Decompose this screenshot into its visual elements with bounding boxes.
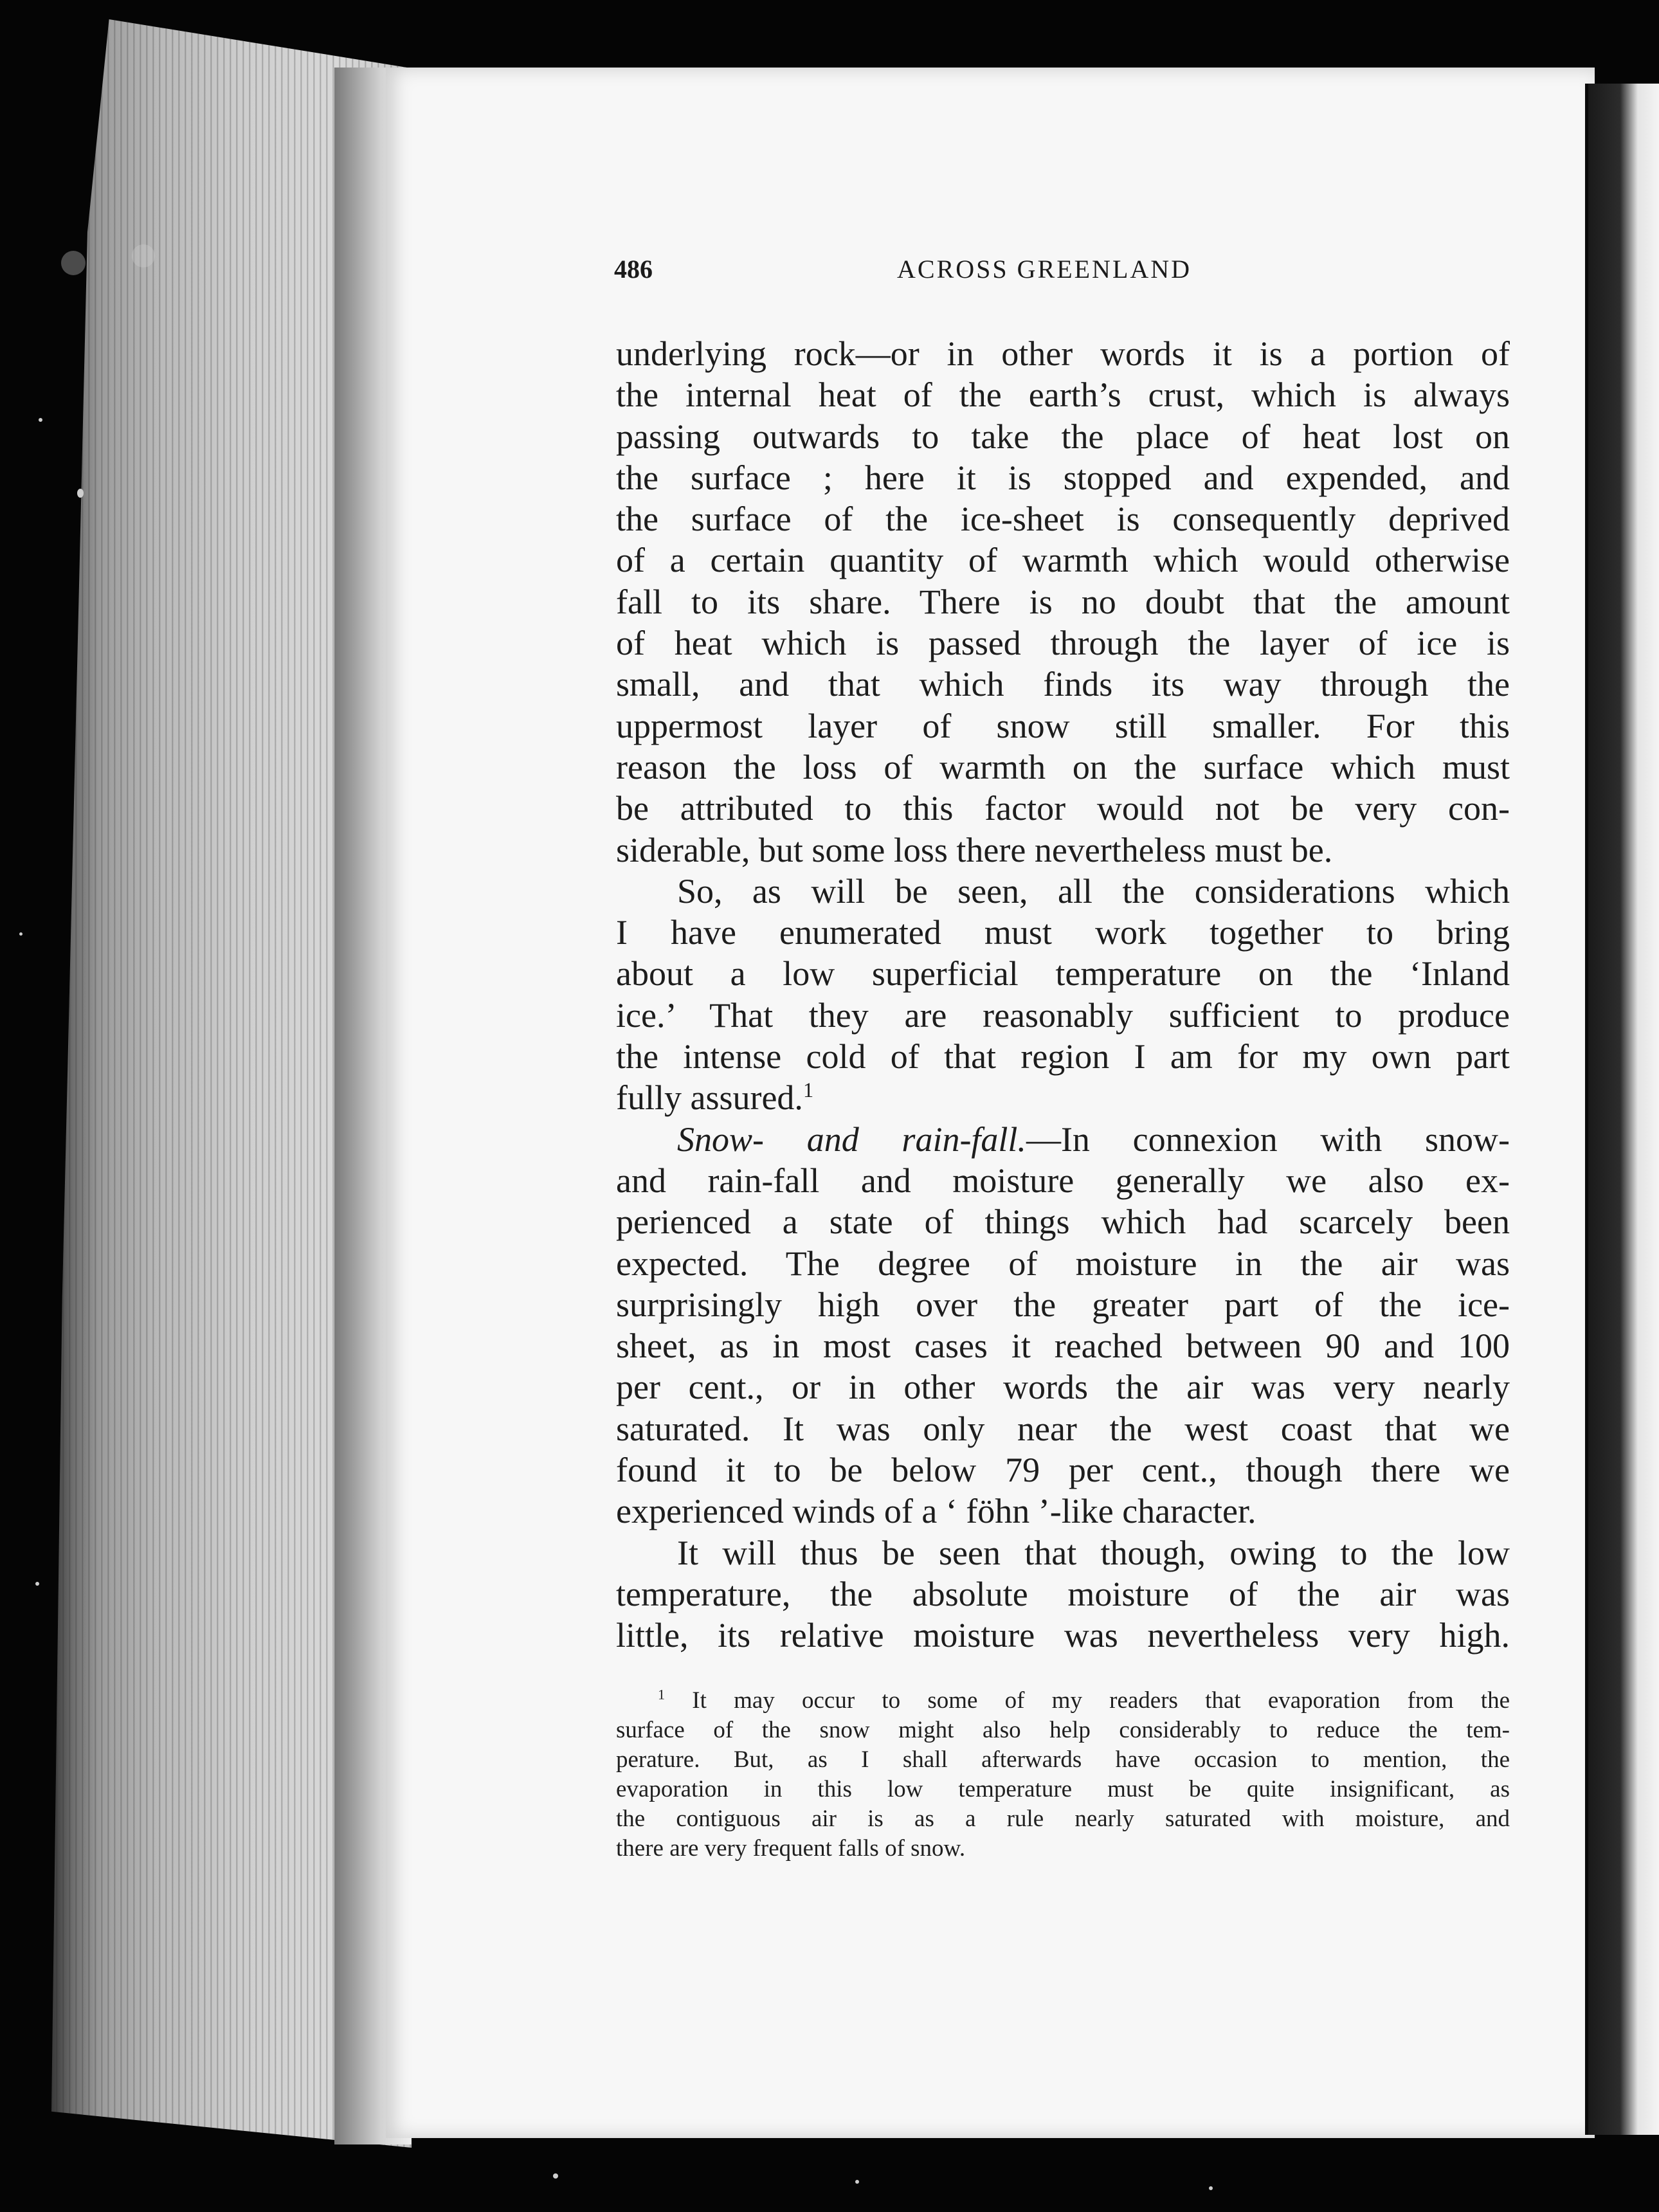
footnote-line: evaporation in this low temperature must be quite insignificant, as xyxy=(616,1776,1510,1802)
text-line: experienced winds of a ‘ föhn ’-like character. xyxy=(616,1492,1256,1531)
text-line: expected. The degree of moisture in the air was xyxy=(616,1244,1510,1283)
page-header xyxy=(614,254,1514,299)
background-speck xyxy=(19,932,23,936)
text-line: the surface of the ice-sheet is consequently deprived xyxy=(616,500,1510,539)
background-speck xyxy=(39,418,42,422)
page-number: 486 xyxy=(614,255,653,284)
body-text xyxy=(616,333,1510,1656)
text-line: saturated. It was only near the west coast that we xyxy=(616,1409,1510,1448)
text-line: uppermost layer of snow still smaller. For this xyxy=(616,706,1510,745)
text-line: ice.’ That they are reasonably sufficient to produce xyxy=(616,995,1510,1035)
running-head: ACROSS GREENLAND xyxy=(897,255,1192,284)
background-speck xyxy=(1209,2186,1213,2190)
footnote-line: the contiguous air is as a rule nearly saturated with moisture, and xyxy=(616,1806,1510,1832)
text-line: of a certain quantity of warmth which would otherwise xyxy=(616,541,1510,580)
text-line: and rain-fall and moisture generally we also ex- xyxy=(616,1161,1510,1200)
background-speck xyxy=(77,489,84,498)
text-line: siderable, but some loss there nevertheless must be. xyxy=(616,830,1333,869)
footnote-marker: 1 xyxy=(658,1686,666,1703)
text-line: little, its relative moisture was nevertheless very high. xyxy=(616,1616,1510,1655)
background-speck xyxy=(132,244,155,267)
text-line: sheet, as in most cases it reached between 90 and 100 xyxy=(616,1327,1510,1366)
facing-page-edge xyxy=(1588,84,1659,2135)
text-line: of heat which is passed through the layer of ice is xyxy=(616,624,1510,663)
text-line: So, as will be seen, all the considerations which xyxy=(677,871,1510,911)
footnote-line-content: It may occur to some of my readers that evaporation from the xyxy=(692,1687,1510,1714)
background-speck xyxy=(35,1582,39,1586)
text-line: perienced a state of things which had scarcely been xyxy=(616,1202,1510,1242)
text-line: per cent., or in other words the air was very nearly xyxy=(616,1368,1510,1407)
text-line: It will thus be seen that though, owing to the low xyxy=(677,1533,1510,1572)
text-line: about a low superficial temperature on the ‘Inland xyxy=(616,954,1510,993)
text-line: passing outwards to take the place of heat lost on xyxy=(616,417,1510,456)
text-line: surprisingly high over the greater part of the ice- xyxy=(616,1285,1510,1324)
text-line-content: —In connexion with snow- xyxy=(1026,1120,1510,1159)
text-line: small, and that which finds its way through the xyxy=(616,665,1510,704)
background-speck xyxy=(855,2180,859,2184)
text-line: the surface ; here it is stopped and expended, and xyxy=(616,458,1510,497)
text-line: found it to be below 79 per cent., though there we xyxy=(616,1451,1510,1490)
footnote-reference: 1 xyxy=(802,1079,814,1103)
text-line: the intense cold of that region I am for my own part xyxy=(616,1037,1510,1076)
text-line xyxy=(616,1077,1510,1118)
section-heading: Snow- and rain-fall. xyxy=(677,1120,1026,1159)
footnote-line: surface of the snow might also help considerably to reduce the tem- xyxy=(616,1717,1510,1743)
text-line xyxy=(616,1119,1510,1160)
footnote-line: there are very frequent falls of snow. xyxy=(616,1835,966,1862)
footnote-line xyxy=(616,1686,1510,1716)
footnote-line: perature. But, as I shall afterwards have occasion to mention, the xyxy=(616,1746,1510,1773)
background-speck xyxy=(61,251,86,275)
text-line: I have enumerated must work together to bring xyxy=(616,913,1510,952)
text-line: temperature, the absolute moisture of the air was xyxy=(616,1574,1510,1613)
text-line: underlying rock—or in other words it is a portion of xyxy=(616,334,1510,373)
text-line: fall to its share. There is no doubt that the amount xyxy=(616,582,1510,621)
text-line-content: fully assured. xyxy=(616,1078,803,1118)
text-line: reason the loss of warmth on the surface which must xyxy=(616,747,1510,786)
text-line: the internal heat of the earth’s crust, which is always xyxy=(616,376,1510,415)
text-line: be attributed to this factor would not be very con- xyxy=(616,789,1510,828)
background-speck xyxy=(553,2173,558,2179)
footnote xyxy=(616,1686,1510,1863)
